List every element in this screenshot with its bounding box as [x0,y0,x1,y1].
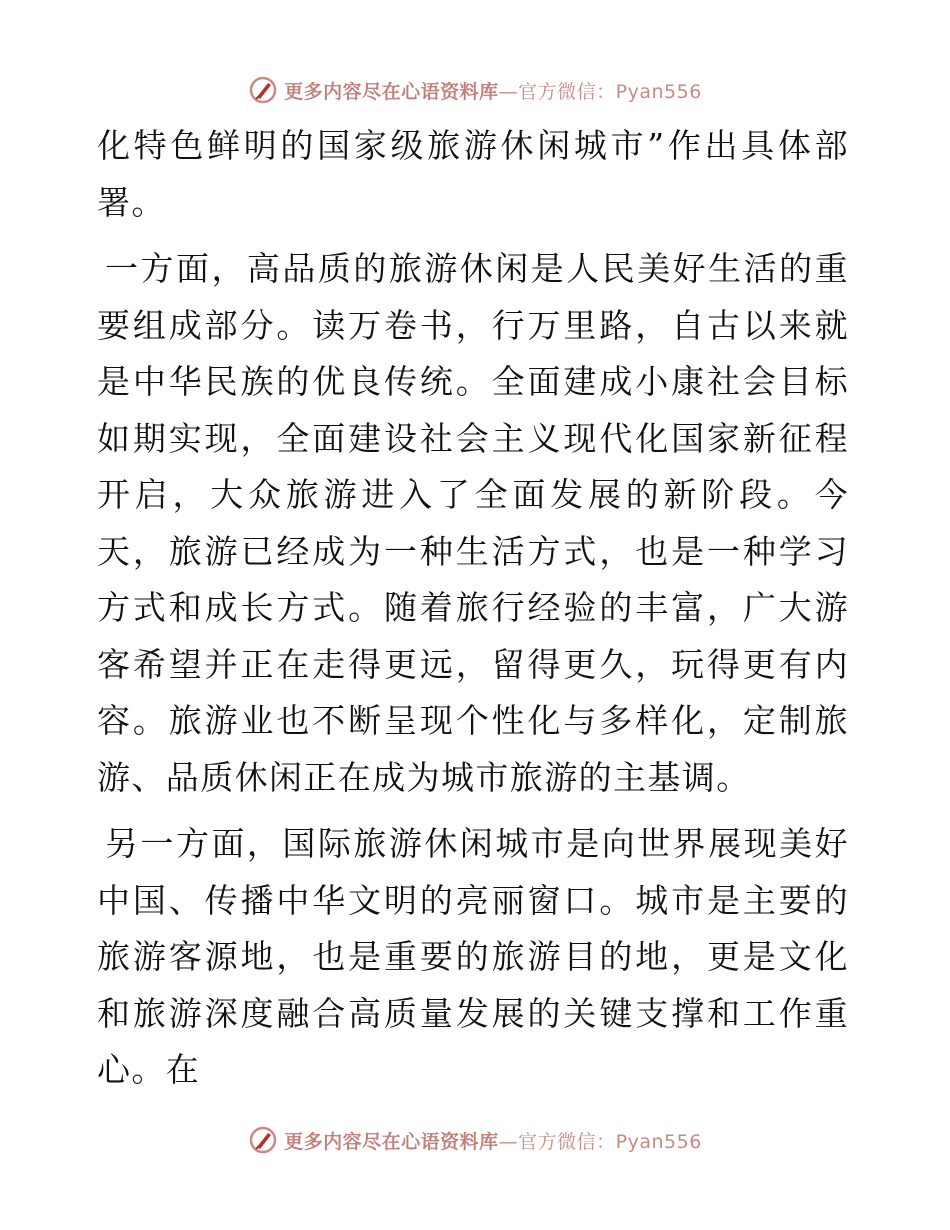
footer-watermark [0,1120,950,1160]
paragraph-second-aspect: 另一方面，国际旅游休闲城市是向世界展现美好中国、传播中华文明的亮丽窗口。城市是主要的旅游客源地，也是重要的旅游目的地，更是文化和旅游深度融合高质量发展的关键支撑和工作重心。在 [97,824,849,1089]
document-body [97,118,849,1099]
header-watermark [0,70,950,110]
paragraph-continuation: 化特色鲜明的国家级旅游休闲城市”作出具体部署。 [97,126,849,222]
watermark-text: 更多内容尽在心语资料库—官方微信：Pyan556 [284,80,702,103]
paragraph-first-aspect: 一方面，高品质的旅游休闲是人民美好生活的重要组成部分。读万卷书，行万里路，自古以来就是中华民族的优良传统。全面建成小康社会目标如期实现，全面建设社会主义现代化国家新征程开启，大众旅游进入了全面发展的新阶段。今天，旅游已经成为一种生活方式，也是一种学习方式和成长方式。随着旅行经验的丰富，广大游客希望并正在走得更远，留得更久，玩得更有内容。旅游业也不断呈现个性化与多样化，定制旅游、品质休闲正在成为城市旅游的主基调。 [97,249,849,797]
quill-logo-icon [248,1125,278,1155]
quill-logo-icon [248,75,278,105]
watermark-text: 更多内容尽在心语资料库—官方微信：Pyan556 [284,1130,702,1153]
